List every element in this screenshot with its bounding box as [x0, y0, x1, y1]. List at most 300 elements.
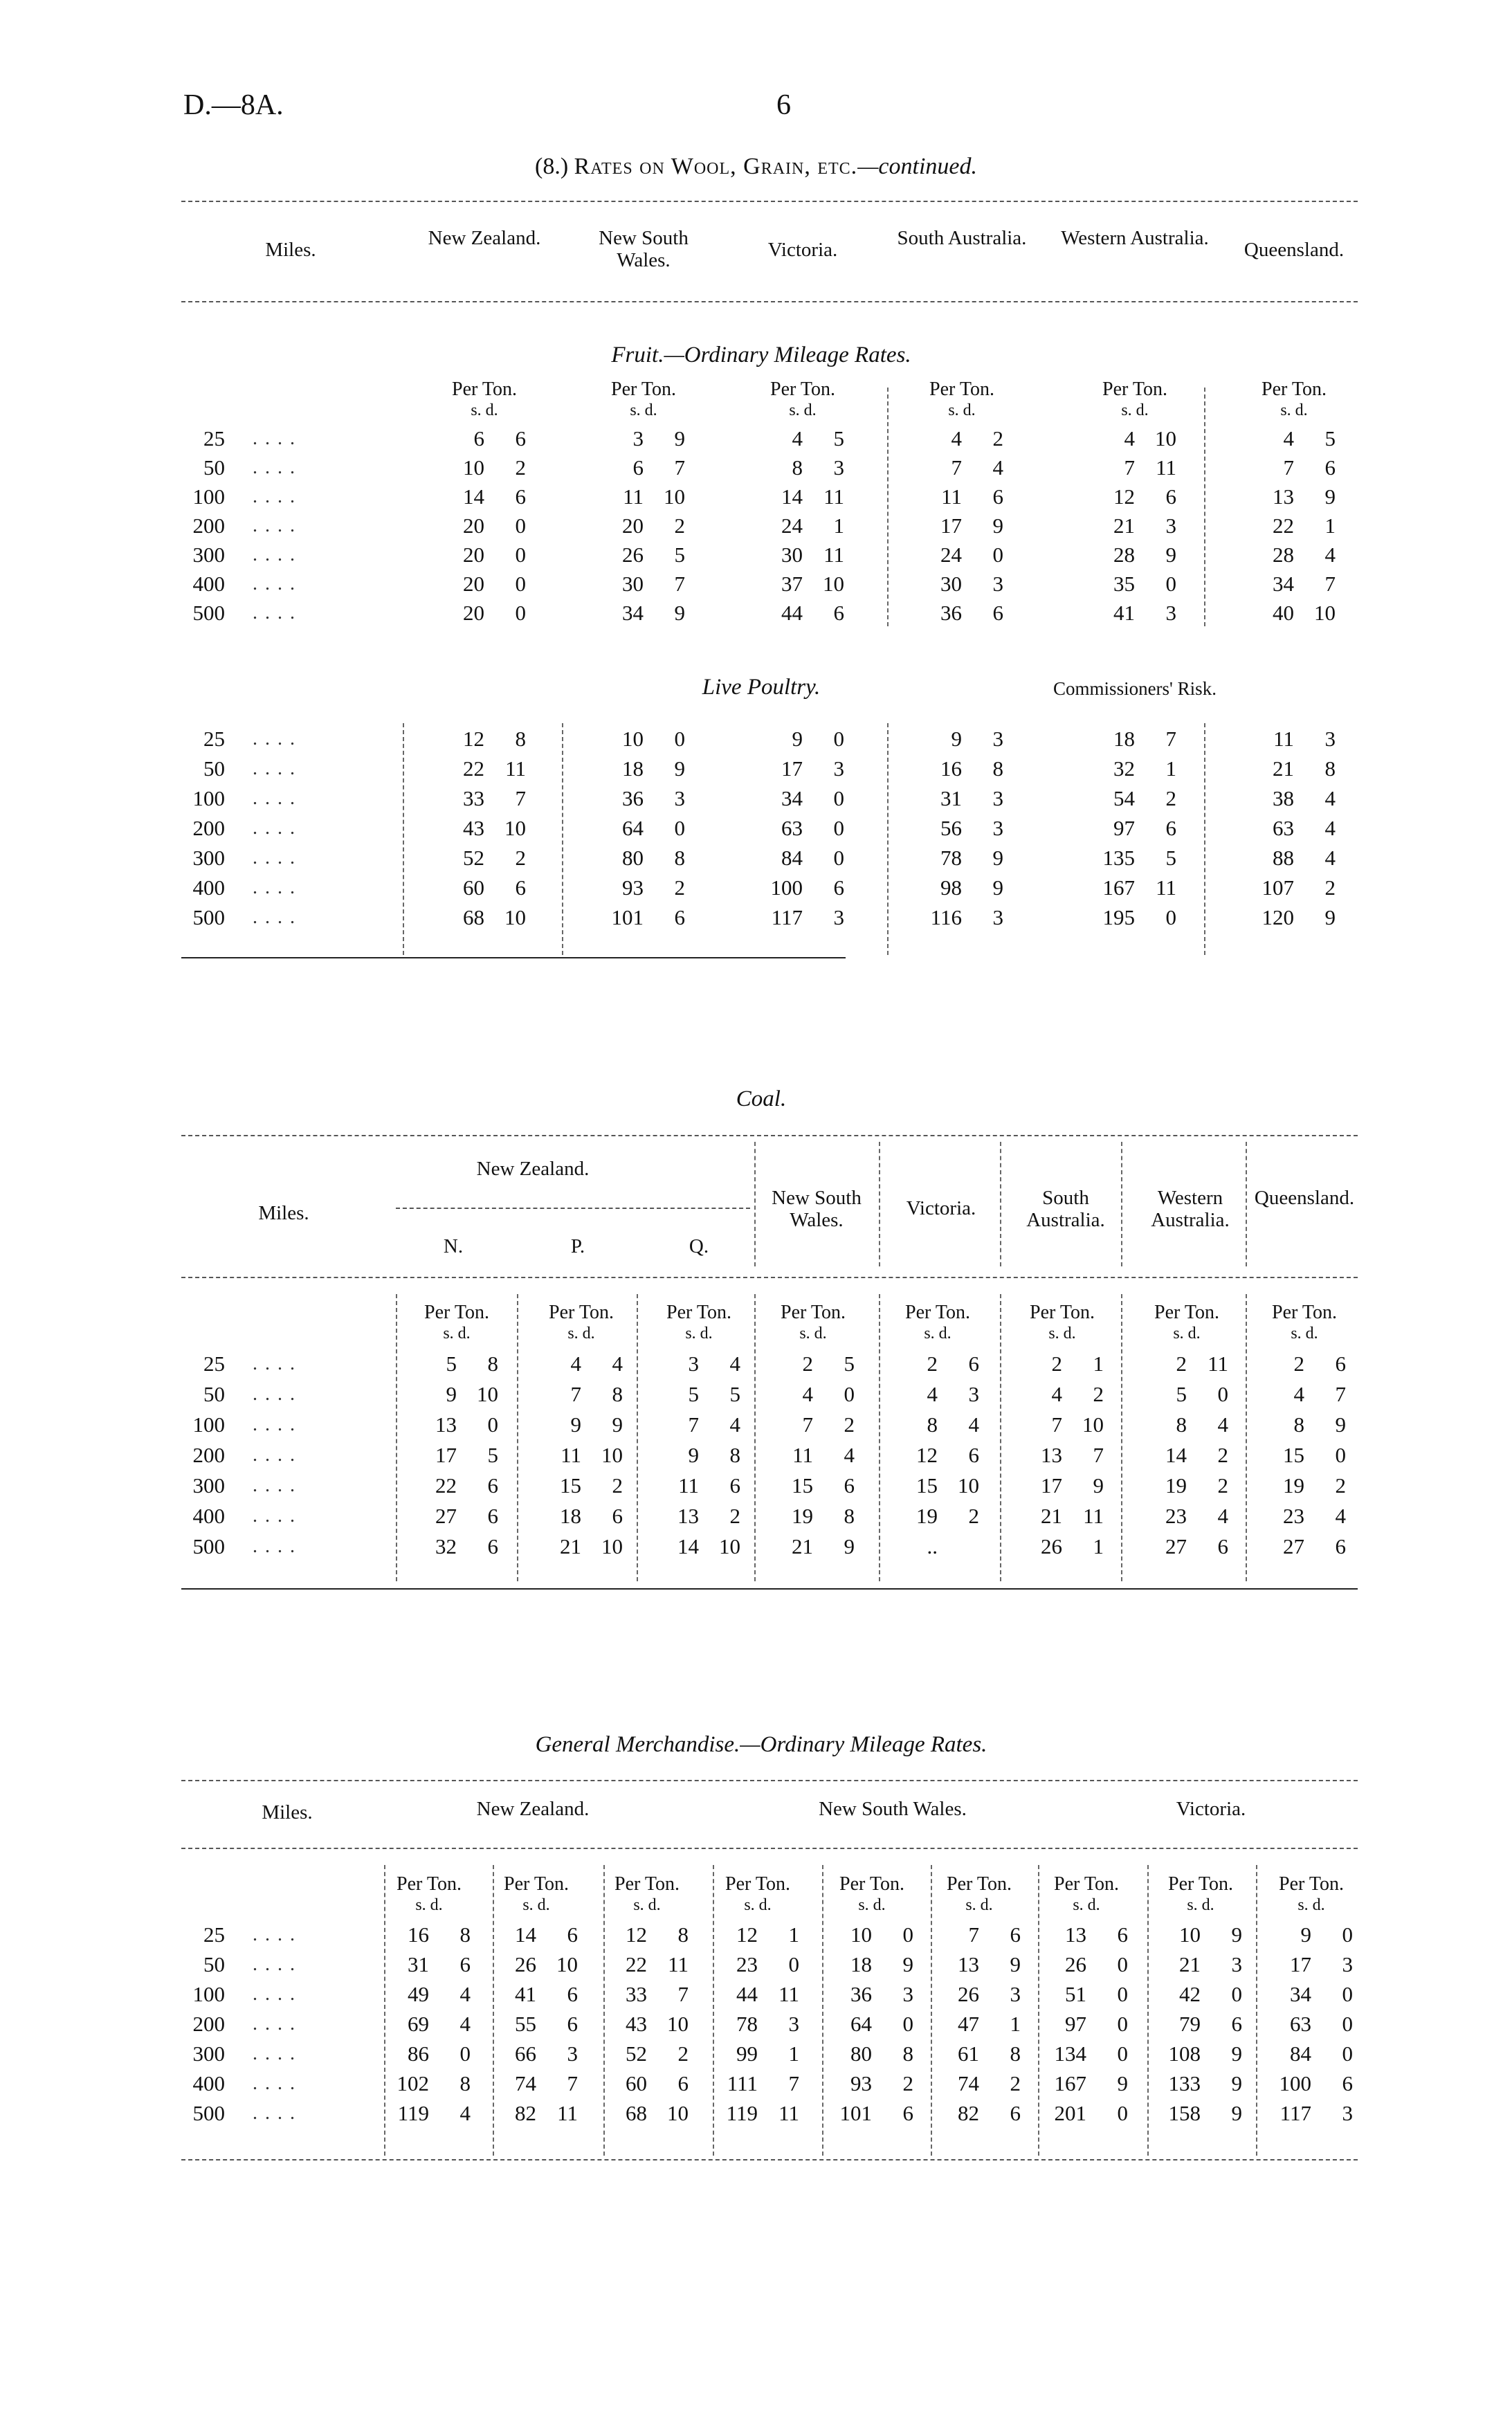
- coal-pence: 4: [612, 1352, 623, 1376]
- coal-leader-dots: . . . .: [253, 1444, 296, 1466]
- merch-leader-dots: . . . .: [253, 2013, 296, 2035]
- fruit-value-cell: [760, 513, 844, 538]
- merch-unit-sub: s. d.: [1187, 1896, 1214, 1914]
- merch-pence: 6: [677, 2071, 689, 2095]
- coal-shillings: 13: [435, 1412, 457, 1437]
- coal-value-cell: [895, 1412, 979, 1437]
- coal-unit-label: Per Ton.: [781, 1302, 846, 1323]
- fruit-value-cell: [919, 513, 1003, 538]
- coal-pence: 2: [729, 1504, 740, 1528]
- merch-shillings: 18: [850, 1952, 872, 1976]
- poultry-pence: 0: [833, 786, 844, 810]
- merch-unit-sub: s. d.: [633, 1896, 661, 1914]
- coal-value-cell: [1019, 1382, 1104, 1407]
- table1-col-new-zealand: New Zealand.: [428, 227, 541, 249]
- fruit-leader-dots: . . . .: [253, 573, 296, 594]
- merch-pence: 2: [677, 2041, 689, 2066]
- fruit-pence: 10: [823, 572, 844, 596]
- poultry-value-cell: [441, 786, 526, 811]
- fruit-shillings: 7: [1283, 455, 1294, 480]
- poultry-pence: 2: [515, 846, 526, 870]
- coal-shillings: 19: [1165, 1473, 1187, 1498]
- poultry-value-cell: [1251, 727, 1336, 752]
- fruit-value-cell: [1092, 426, 1176, 451]
- merch-pence: 2: [1010, 2071, 1021, 2095]
- merch-shillings: 33: [626, 1982, 647, 2006]
- fruit-pence: 2: [515, 455, 526, 480]
- coal-pence: 6: [487, 1473, 498, 1498]
- merch-value-cell: [829, 2041, 913, 2066]
- fruit-shillings: 24: [940, 543, 962, 567]
- fruit-shillings: 35: [1113, 572, 1135, 596]
- coal-value-cell: [538, 1352, 623, 1376]
- fruit-pence: 3: [1165, 601, 1176, 625]
- poultry-pence: 3: [1324, 727, 1336, 751]
- poultry-shillings: 195: [1102, 905, 1135, 929]
- fruit-value-cell: [1251, 426, 1336, 451]
- coal-shillings: 2: [1293, 1352, 1304, 1376]
- poultry-leader-dots: . . . .: [253, 907, 296, 928]
- fruit-shillings: 14: [781, 484, 803, 509]
- coal-pence: 2: [1335, 1473, 1346, 1498]
- merch-pence: 8: [902, 2041, 913, 2066]
- coal-unit-sub: s. d.: [685, 1325, 713, 1343]
- merch-pence: 6: [1231, 2012, 1242, 2036]
- poultry-pence: 4: [1324, 846, 1336, 870]
- fruit-miles-cell: 400: [192, 572, 225, 596]
- coal-value-cell: [1144, 1352, 1228, 1376]
- merch-value-cell: [715, 2071, 799, 2096]
- merch-value-cell: [936, 1952, 1021, 1977]
- coal-shillings: 21: [560, 1534, 581, 1558]
- merch-pence: 6: [1010, 1922, 1021, 1947]
- merch-value-cell: [604, 2071, 689, 2096]
- merch-pence: 9: [902, 1952, 913, 1976]
- merch-pence: 9: [1010, 1952, 1021, 1976]
- fruit-unit-label: Per Ton.: [1261, 379, 1327, 400]
- merch-shillings: 13: [1065, 1922, 1086, 1947]
- coal-value-cell: [538, 1382, 623, 1407]
- coal-shillings: 11: [678, 1473, 699, 1498]
- fruit-pence: 6: [1324, 455, 1336, 480]
- merch-column-rule: [1038, 1865, 1039, 2156]
- poultry-miles-cell: 100: [192, 786, 225, 810]
- fruit-value-cell: [919, 484, 1003, 509]
- coal-unit-label: Per Ton.: [666, 1302, 731, 1323]
- poultry-pence: 3: [992, 727, 1003, 751]
- merch-unit-label: Per Ton.: [947, 1873, 1012, 1895]
- merch-shillings: 26: [958, 1982, 979, 2006]
- coal-shillings: 19: [792, 1504, 813, 1528]
- fruit-pence: 3: [992, 572, 1003, 596]
- merch-pence: 6: [1117, 1922, 1128, 1947]
- poultry-value-cell: [760, 756, 844, 781]
- coal-header-column-rule: [1246, 1142, 1247, 1266]
- merch-shillings: 63: [1290, 2012, 1311, 2036]
- merch-shillings: 26: [515, 1952, 536, 1976]
- poultry-pence: 0: [833, 727, 844, 751]
- poultry-shillings: 97: [1113, 816, 1135, 840]
- merch-pence: 9: [1231, 1922, 1242, 1947]
- fruit-shillings: 4: [1124, 426, 1135, 451]
- fruit-value-cell: [1251, 484, 1336, 509]
- coal-unit-label: Per Ton.: [905, 1302, 970, 1323]
- fruit-value-cell: [601, 484, 685, 509]
- merch-value-cell: [1268, 2012, 1353, 2037]
- merch-shillings: 21: [1179, 1952, 1201, 1976]
- fruit-pence: 6: [1165, 484, 1176, 509]
- coal-value-cell: [656, 1504, 740, 1529]
- fruit-shillings: 17: [940, 513, 962, 538]
- coal-unit-header: [401, 1302, 512, 1344]
- poultry-pence: 9: [1324, 905, 1336, 929]
- fruit-value-cell: [1092, 601, 1176, 626]
- coal-shillings: 21: [1041, 1504, 1062, 1528]
- coal-pence: 2: [844, 1412, 855, 1437]
- merch-leader-dots: . . . .: [253, 1924, 296, 1945]
- coal-unit-header: [882, 1302, 993, 1344]
- merch-value-cell: [1158, 1922, 1242, 1947]
- coal-pence: 8: [487, 1352, 498, 1376]
- merch-shillings: 10: [850, 1922, 872, 1947]
- poultry-column-rule: [887, 723, 889, 955]
- fruit-shillings: 8: [792, 455, 803, 480]
- fruit-pence: 6: [833, 601, 844, 625]
- coal-value-cell: [1144, 1534, 1228, 1559]
- coal-nz-sub-p: P.: [570, 1235, 585, 1257]
- fruit-pence: 6: [992, 601, 1003, 625]
- poultry-pence: 0: [674, 727, 685, 751]
- coal-shillings: 8: [1176, 1412, 1187, 1437]
- merch-leader-dots: . . . .: [253, 2043, 296, 2064]
- poultry-shillings: 18: [1113, 727, 1135, 751]
- merch-value-cell: [1044, 2071, 1128, 2096]
- poultry-pence: 3: [992, 786, 1003, 810]
- fruit-pence: 3: [833, 455, 844, 480]
- coal-shillings: 5: [688, 1382, 699, 1406]
- fruit-pence: 10: [1314, 601, 1336, 625]
- poultry-value-cell: [601, 816, 685, 841]
- fruit-value-cell: [601, 543, 685, 567]
- fruit-leader-dots: . . . .: [253, 428, 296, 449]
- coal-unit-sub: s. d.: [1048, 1325, 1076, 1343]
- poultry-value-cell: [760, 846, 844, 871]
- merch-value-cell: [1044, 2012, 1128, 2037]
- fruit-shillings: 4: [951, 426, 962, 451]
- poultry-leader-dots: . . . .: [253, 877, 296, 898]
- coal-bottom-rule: [181, 1588, 1358, 1590]
- coal-pence: 0: [1335, 1443, 1346, 1467]
- merch-value-cell: [1268, 2041, 1353, 2066]
- coal-value-cell: [770, 1473, 855, 1498]
- merch-value-cell: [386, 2041, 471, 2066]
- poultry-shillings: 56: [940, 816, 962, 840]
- poultry-pence: 0: [674, 816, 685, 840]
- poultry-column-rule: [562, 723, 563, 955]
- poultry-pence: 3: [833, 756, 844, 781]
- merch-value-cell: [936, 2012, 1021, 2037]
- fruit-value-cell: [601, 455, 685, 480]
- merch-pence: 8: [677, 1922, 689, 1947]
- poultry-value-cell: [441, 846, 526, 871]
- merch-shillings: 17: [1290, 1952, 1311, 1976]
- merch-value-cell: [386, 1922, 471, 1947]
- merch-shillings: 7: [968, 1922, 979, 1947]
- coal-pence: 11: [1083, 1504, 1104, 1528]
- poultry-pence: 4: [1324, 786, 1336, 810]
- merch-leader-dots: . . . .: [253, 2102, 296, 2124]
- merch-pence: 0: [1342, 2012, 1353, 2036]
- fruit-shillings: 20: [463, 543, 484, 567]
- poultry-section-title: Live Poultry.: [702, 675, 821, 700]
- coal-pence: 4: [1217, 1412, 1228, 1437]
- fruit-miles-cell: 300: [192, 543, 225, 567]
- coal-pence: 6: [1335, 1534, 1346, 1558]
- merch-value-cell: [1158, 2012, 1242, 2037]
- fruit-shillings: 11: [623, 484, 644, 509]
- coal-value-cell: [538, 1412, 623, 1437]
- merch-value-cell: [1158, 2071, 1242, 2096]
- poultry-value-cell: [1251, 875, 1336, 900]
- merch-shillings: 47: [958, 2012, 979, 2036]
- merch-column-rule: [822, 1865, 823, 2156]
- fruit-pence: 5: [1324, 426, 1336, 451]
- merch-value-cell: [936, 2041, 1021, 2066]
- merch-value-cell: [715, 2041, 799, 2066]
- merch-unit-header: [592, 1874, 702, 1916]
- fruit-unit-header: [588, 379, 699, 421]
- fruit-column-rule: [1204, 388, 1205, 626]
- coal-miles-cell: 300: [192, 1473, 225, 1498]
- merch-shillings: 201: [1054, 2101, 1086, 2125]
- merch-pence: 9: [1231, 2101, 1242, 2125]
- poultry-pence: 0: [833, 816, 844, 840]
- merch-unit-header: [924, 1874, 1035, 1916]
- poultry-pence: 9: [992, 846, 1003, 870]
- merch-pence: 2: [902, 2071, 913, 2095]
- coal-shillings: 7: [802, 1412, 813, 1437]
- merch-value-cell: [493, 1982, 578, 2007]
- fruit-shillings: 41: [1113, 601, 1135, 625]
- coal-unit-header: [1131, 1302, 1242, 1344]
- fruit-value-cell: [1092, 543, 1176, 567]
- coal-pence: 10: [601, 1534, 623, 1558]
- fruit-miles-cell: 25: [203, 426, 225, 451]
- fruit-pence: 6: [515, 484, 526, 509]
- merch-pence: 11: [557, 2101, 578, 2125]
- merch-title: General Merchandise.—Ordinary Mileage Rates.: [535, 1732, 987, 1757]
- poultry-pence: 10: [504, 816, 526, 840]
- merch-shillings: 99: [736, 2041, 758, 2066]
- coal-pence: 6: [487, 1534, 498, 1558]
- poultry-value-cell: [601, 756, 685, 781]
- fruit-pence: 1: [1324, 513, 1336, 538]
- coal-value-cell: [895, 1504, 979, 1529]
- fruit-value-cell: [601, 572, 685, 597]
- fruit-pence: 5: [674, 543, 685, 567]
- poultry-pence: 11: [505, 756, 526, 781]
- merch-column-rule: [603, 1865, 605, 2156]
- poultry-value-cell: [1092, 786, 1176, 811]
- merch-shillings: 61: [958, 2041, 979, 2066]
- merch-pence: 11: [778, 2101, 799, 2125]
- poultry-pence: 2: [674, 875, 685, 900]
- poultry-miles-cell: 400: [192, 875, 225, 900]
- fruit-value-cell: [601, 426, 685, 451]
- poultry-value-cell: [760, 905, 844, 930]
- fruit-pence: 9: [992, 513, 1003, 538]
- poultry-pence: 9: [992, 875, 1003, 900]
- fruit-shillings: 3: [632, 426, 644, 451]
- coal-pence: 0: [844, 1382, 855, 1406]
- merch-unit-label: Per Ton.: [839, 1873, 904, 1895]
- fruit-pence: 6: [515, 426, 526, 451]
- poultry-pence: 6: [515, 875, 526, 900]
- coal-unit-label: Per Ton.: [549, 1302, 614, 1323]
- fruit-pence: 9: [674, 601, 685, 625]
- poultry-value-cell: [601, 846, 685, 871]
- coal-pence: 2: [612, 1473, 623, 1498]
- merch-unit-sub: s. d.: [744, 1896, 772, 1914]
- poultry-shillings: 54: [1113, 786, 1135, 810]
- fruit-miles-cell: 50: [203, 455, 225, 480]
- poultry-value-cell: [1251, 905, 1336, 930]
- poultry-column-rule: [403, 723, 404, 955]
- merch-pence: 9: [1231, 2041, 1242, 2066]
- coal-col-western-australia: Western Australia.: [1151, 1187, 1230, 1231]
- coal-value-cell: [538, 1443, 623, 1468]
- fruit-value-cell: [1092, 455, 1176, 480]
- merch-miles-cell: 400: [192, 2071, 225, 2095]
- coal-shillings: 8: [927, 1412, 938, 1437]
- merch-shillings: 49: [408, 1982, 429, 2006]
- poultry-pence: 5: [1165, 846, 1176, 870]
- fruit-unit-label: Per Ton.: [929, 379, 994, 400]
- poultry-pence: 6: [833, 875, 844, 900]
- fruit-value-cell: [919, 601, 1003, 626]
- coal-pence: 11: [1208, 1352, 1228, 1376]
- fruit-pence: 0: [515, 572, 526, 596]
- coal-value-cell: [538, 1534, 623, 1559]
- coal-value-cell: [656, 1443, 740, 1468]
- coal-shillings: 15: [916, 1473, 938, 1498]
- merch-pence: 0: [1117, 1952, 1128, 1976]
- poultry-shillings: 117: [771, 905, 803, 929]
- merch-shillings: 100: [1279, 2071, 1311, 2095]
- coal-value-cell: [656, 1382, 740, 1407]
- fruit-unit-sub: s. d.: [1121, 401, 1149, 419]
- merch-pence: 1: [1010, 2012, 1021, 2036]
- poultry-shillings: 98: [940, 875, 962, 900]
- merch-miles-cell: 300: [192, 2041, 225, 2066]
- fruit-pence: 1: [833, 513, 844, 538]
- fruit-pence: 2: [674, 513, 685, 538]
- poultry-shillings: 60: [463, 875, 484, 900]
- poultry-pence: 9: [674, 756, 685, 781]
- poultry-miles-cell: 200: [192, 816, 225, 840]
- merch-pence: 8: [459, 2071, 471, 2095]
- merch-unit-label: Per Ton.: [614, 1873, 680, 1895]
- merch-unit-header: [1256, 1874, 1367, 1916]
- merch-shillings: 44: [736, 1982, 758, 2006]
- fruit-shillings: 7: [951, 455, 962, 480]
- coal-value-cell: [1144, 1412, 1228, 1437]
- fruit-pence: 9: [674, 426, 685, 451]
- fruit-pence: 11: [1156, 455, 1176, 480]
- poultry-pence: 2: [1324, 875, 1336, 900]
- fruit-pence: 9: [1165, 543, 1176, 567]
- coal-column-rule: [1121, 1294, 1122, 1581]
- poultry-pence: 8: [515, 727, 526, 751]
- coal-header-column-rule: [754, 1142, 756, 1266]
- fruit-value-cell: [441, 513, 526, 538]
- merch-unit-sub: s. d.: [415, 1896, 443, 1914]
- poultry-shillings: 120: [1261, 905, 1294, 929]
- merch-shillings: 74: [515, 2071, 536, 2095]
- merch-pence: 3: [1342, 1952, 1353, 1976]
- merch-pence: 4: [459, 2101, 471, 2125]
- poultry-value-cell: [760, 816, 844, 841]
- coal-shillings: 19: [916, 1504, 938, 1528]
- merch-unit-sub: s. d.: [858, 1896, 886, 1914]
- poultry-miles-cell: 25: [203, 727, 225, 751]
- coal-pence: 9: [1093, 1473, 1104, 1498]
- merch-value-cell: [1044, 2101, 1128, 2126]
- coal-pence: 4: [729, 1412, 740, 1437]
- merch-shillings: 80: [850, 2041, 872, 2066]
- poultry-shillings: 101: [611, 905, 644, 929]
- merch-value-cell: [386, 1982, 471, 2007]
- coal-column-rule: [1000, 1294, 1001, 1581]
- fruit-miles-cell: 100: [192, 484, 225, 509]
- fruit-pence: 11: [823, 484, 844, 509]
- poultry-value-cell: [601, 786, 685, 811]
- fruit-value-cell: [1251, 543, 1336, 567]
- poultry-shillings: 9: [792, 727, 803, 751]
- coal-value-cell: [1261, 1443, 1346, 1468]
- fruit-value-cell: [441, 426, 526, 451]
- merch-bottom-rule: [181, 2159, 1358, 2160]
- coal-shillings: 27: [1283, 1534, 1304, 1558]
- merch-value-cell: [1268, 1952, 1353, 1977]
- poultry-value-cell: [919, 905, 1003, 930]
- fruit-shillings: 12: [1113, 484, 1135, 509]
- merch-group-victoria: Victoria.: [1176, 1798, 1246, 1820]
- merch-leader-dots: . . . .: [253, 1983, 296, 2005]
- poultry-value-cell: [441, 875, 526, 900]
- coal-pence: 9: [1335, 1412, 1346, 1437]
- coal-shillings: 15: [1283, 1443, 1304, 1467]
- merch-shillings: 93: [850, 2071, 872, 2095]
- coal-shillings: 26: [1041, 1534, 1062, 1558]
- fruit-shillings: 21: [1113, 513, 1135, 538]
- poultry-shillings: 63: [1273, 816, 1294, 840]
- coal-pence: 10: [958, 1473, 979, 1498]
- merch-pence: 6: [1010, 2101, 1021, 2125]
- coal-shillings: 5: [446, 1352, 457, 1376]
- poultry-shillings: 107: [1261, 875, 1294, 900]
- poultry-shillings: 52: [463, 846, 484, 870]
- coal-unit-sub: s. d.: [799, 1325, 827, 1343]
- poultry-value-cell: [919, 875, 1003, 900]
- merch-pence: 8: [1010, 2041, 1021, 2066]
- merch-column-rule: [1256, 1865, 1257, 2156]
- poultry-pence: 4: [1324, 816, 1336, 840]
- merch-pence: 10: [667, 2101, 689, 2125]
- merch-shillings: 52: [626, 2041, 647, 2066]
- coal-shillings: 23: [1165, 1504, 1187, 1528]
- merch-shillings: 133: [1168, 2071, 1201, 2095]
